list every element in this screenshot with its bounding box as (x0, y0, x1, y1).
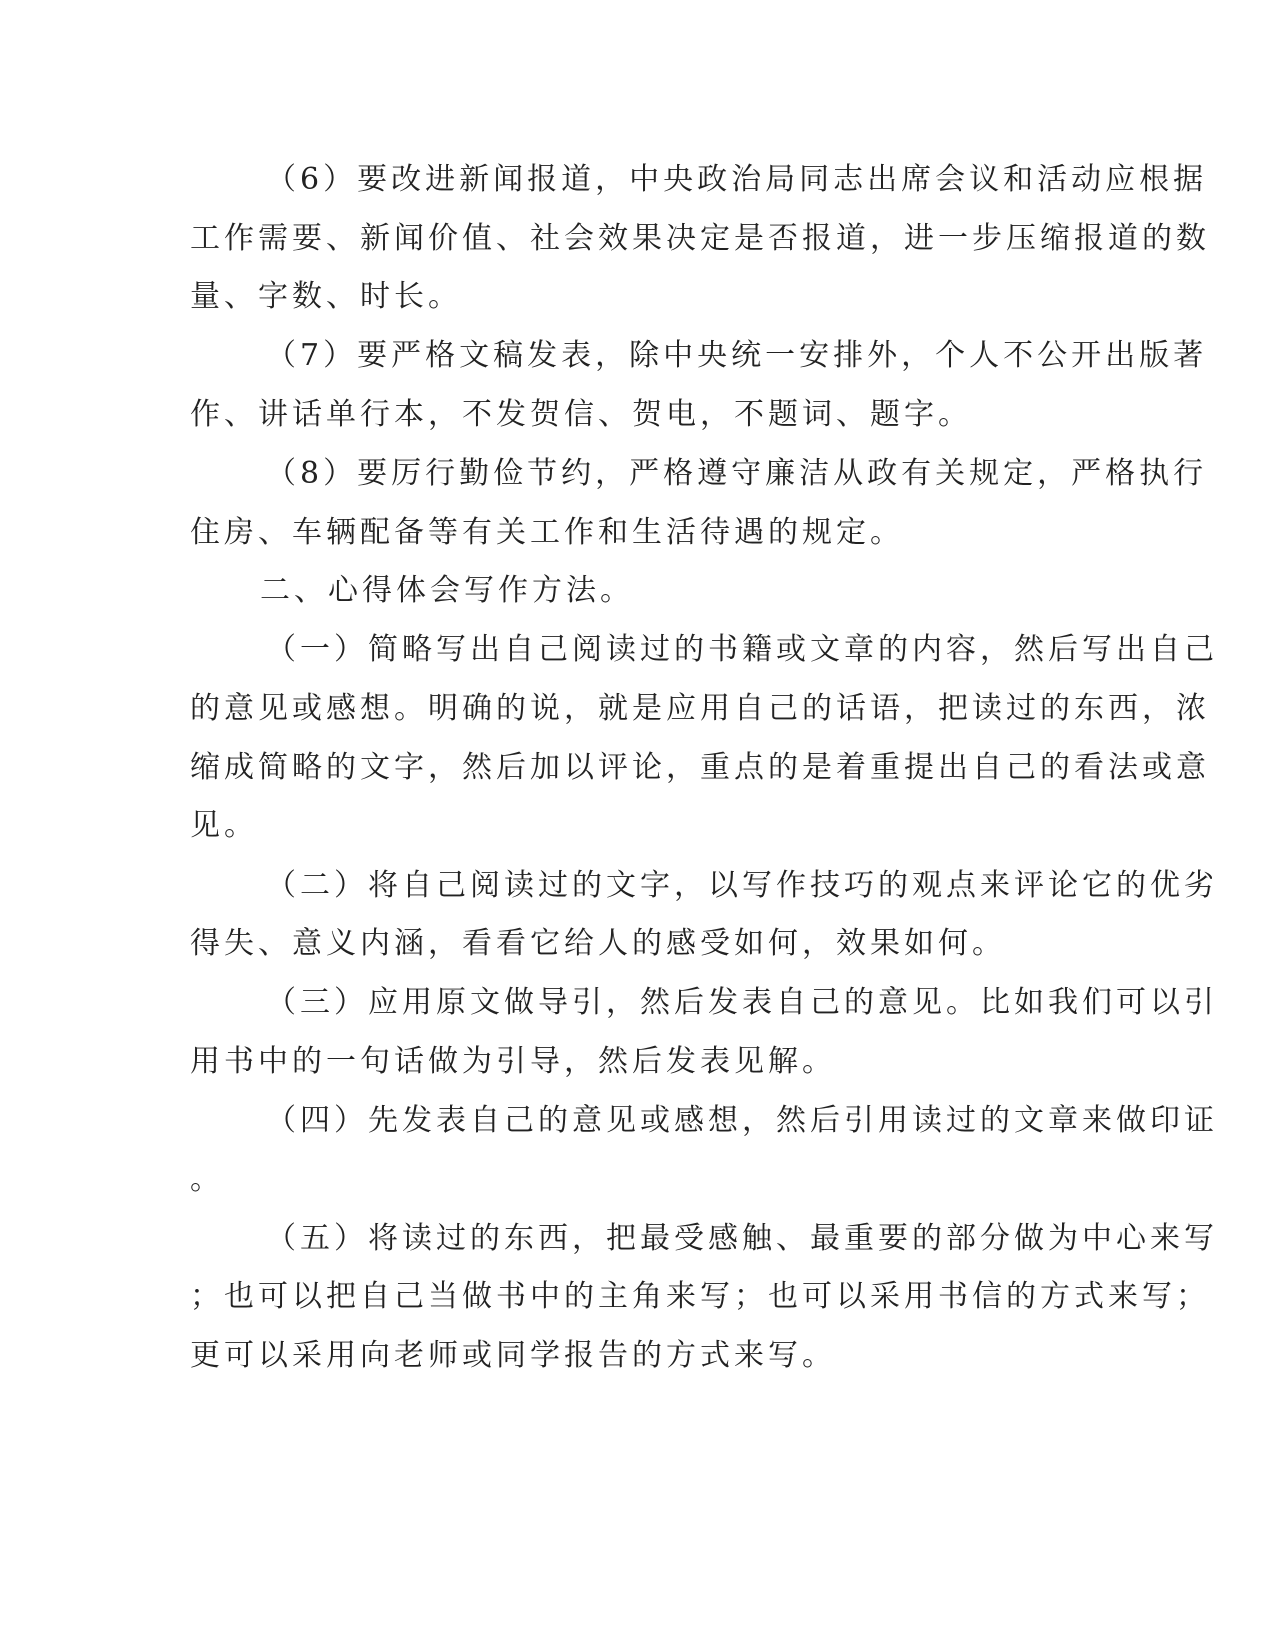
text-line: （7）要严格文稿发表，除中央统一安排外，个人不公开出版著 (266, 338, 1208, 373)
section-heading: 二、心得体会写作方法。 (260, 573, 634, 608)
text-line: （二）将自己阅读过的文字，以写作技巧的观点来评论它的优劣 (266, 868, 1218, 903)
text-line: （6）要改进新闻报道，中央政治局同志出席会议和活动应根据 (266, 162, 1208, 197)
text-line: 更可以采用向老师或同学报告的方式来写。 (190, 1338, 836, 1373)
text-line: 。 (190, 1162, 224, 1197)
text-line: 量、字数、时长。 (190, 279, 462, 314)
text-line: （四）先发表自己的意见或感想，然后引用读过的文章来做印证 (266, 1103, 1218, 1138)
text-line: （一）简略写出自己阅读过的书籍或文章的内容，然后写出自己 (266, 632, 1218, 667)
text-line: （三）应用原文做导引，然后发表自己的意见。比如我们可以引 (266, 985, 1218, 1020)
text-line: ；也可以把自己当做书中的主角来写；也可以采用书信的方式来写； (190, 1279, 1210, 1314)
text-line: 工作需要、新闻价值、社会效果决定是否报道，进一步压缩报道的数 (190, 221, 1210, 256)
text-line: 得失、意义内涵，看看它给人的感受如何，效果如何。 (190, 926, 1006, 961)
text-line: 缩成简略的文字，然后加以评论，重点的是着重提出自己的看法或意 (190, 750, 1210, 785)
text-line: （8）要厉行勤俭节约，严格遵守廉洁从政有关规定，严格执行 (266, 456, 1208, 491)
text-line: 住房、车辆配备等有关工作和生活待遇的规定。 (190, 515, 904, 550)
text-line: 作、讲话单行本，不发贺信、贺电，不题词、题字。 (190, 397, 972, 432)
text-line: （五）将读过的东西，把最受感触、最重要的部分做为中心来写 (266, 1221, 1218, 1256)
text-line: 见。 (190, 808, 258, 843)
text-line: 的意见或感想。明确的说，就是应用自己的话语，把读过的东西，浓 (190, 691, 1210, 726)
text-line: 用书中的一句话做为引导，然后发表见解。 (190, 1044, 836, 1079)
